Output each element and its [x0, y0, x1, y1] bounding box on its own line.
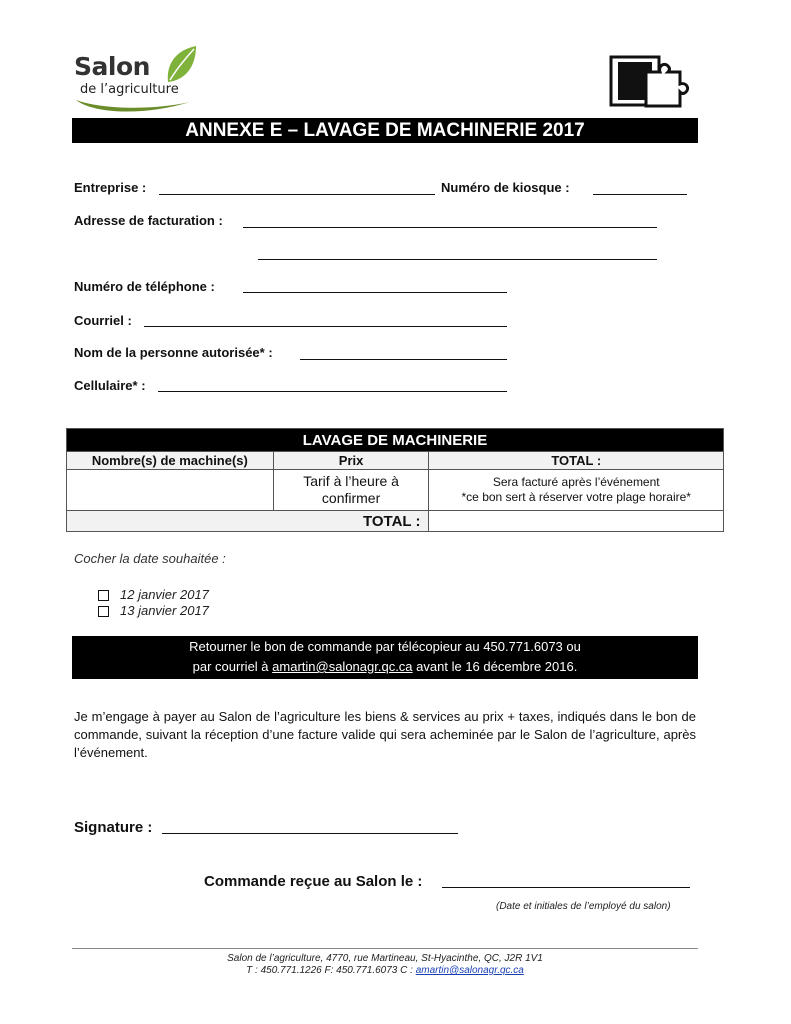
return-line2	[72, 657, 698, 677]
salon-logo	[74, 44, 204, 116]
return-line1: Retourner le bon de commande par télécopieur au 450.771.6073 ou	[189, 639, 581, 654]
total-value-cell[interactable]	[429, 511, 724, 532]
telephone-label: Numéro de téléphone :	[74, 279, 215, 294]
commande-note: (Date et initiales de l’employé du salon)	[496, 901, 671, 912]
date-checkbox-1[interactable]	[98, 590, 109, 601]
col-machines: Nombre(s) de machine(s)	[67, 452, 274, 470]
swoosh-icon	[74, 96, 204, 116]
prix-line1: Tarif à l’heure à	[303, 473, 399, 489]
cellulaire-label: Cellulaire* :	[74, 378, 146, 393]
cellulaire-field[interactable]	[158, 391, 507, 392]
date-option-1: 12 janvier 2017	[120, 587, 209, 602]
return-instructions	[72, 636, 698, 679]
courriel-field[interactable]	[144, 326, 507, 327]
return-line2-post: avant le 16 décembre 2016.	[416, 659, 578, 674]
col-prix: Prix	[273, 452, 429, 470]
logo-name: Salon	[74, 52, 150, 81]
adresse-field[interactable]	[243, 227, 657, 228]
footer-email-link[interactable]: amartin@salonagr.qc.ca	[415, 965, 524, 976]
total-label-cell	[67, 511, 429, 532]
footer-address: Salon de l’agriculture, 4770, rue Martineau, St-Hyacinthe, QC, J2R 1V1	[227, 953, 543, 964]
leaf-icon	[162, 44, 198, 86]
footer-divider	[72, 948, 698, 949]
date-option-2: 13 janvier 2017	[120, 603, 209, 618]
kiosque-field[interactable]	[593, 194, 687, 195]
footer-contact	[100, 965, 670, 977]
adresse-field-line2[interactable]	[258, 259, 657, 260]
entreprise-field[interactable]	[159, 194, 435, 195]
kiosque-label: Numéro de kiosque :	[441, 180, 570, 195]
return-line2-pre: par courriel à	[192, 659, 269, 674]
machines-input-cell[interactable]	[67, 470, 274, 511]
machinery-table	[66, 428, 724, 532]
total-label: TOTAL :	[362, 512, 421, 530]
date-checkbox-2[interactable]	[98, 606, 109, 617]
signature-label: Signature :	[74, 819, 153, 836]
signature-field[interactable]	[162, 833, 458, 834]
entreprise-label: Entreprise :	[74, 180, 147, 195]
return-email-link[interactable]: amartin@salonagr.qc.ca	[272, 659, 413, 674]
commande-field[interactable]	[442, 887, 690, 888]
table-header: LAVAGE DE MACHINERIE	[67, 429, 724, 452]
commande-label: Commande reçue au Salon le :	[204, 873, 423, 890]
col-total: TOTAL :	[429, 452, 724, 470]
prix-line2: confirmer	[321, 490, 381, 506]
total-line2: *ce bon sert à réserver votre plage horaire*	[461, 490, 691, 504]
footer-contact-pre: T : 450.771.1226 F: 450.771.6073 C :	[246, 965, 413, 976]
puzzle-icon	[608, 54, 690, 110]
total-note-cell	[429, 470, 724, 511]
date-prompt: Cocher la date souhaitée :	[74, 551, 226, 566]
total-line1: Sera facturé après l’événement	[492, 475, 660, 489]
engagement-text: Je m’engage à payer au Salon de l’agriculture les biens & services au prix + taxes, indiqués dans le bon de commande, suivant la réception d’une facture valide qui sera acheminée par le Salon de l’agriculture, après l’événement.	[74, 709, 696, 760]
telephone-field[interactable]	[243, 292, 507, 293]
prix-cell	[273, 470, 429, 511]
footer	[100, 953, 670, 977]
adresse-label: Adresse de facturation :	[74, 213, 223, 228]
personne-field[interactable]	[300, 359, 507, 360]
logo-subtitle: de l’agriculture	[80, 82, 179, 97]
courriel-label: Courriel :	[74, 313, 132, 328]
page-title: ANNEXE E – LAVAGE DE MACHINERIE 2017	[72, 118, 698, 143]
personne-label: Nom de la personne autorisée* :	[74, 345, 273, 360]
